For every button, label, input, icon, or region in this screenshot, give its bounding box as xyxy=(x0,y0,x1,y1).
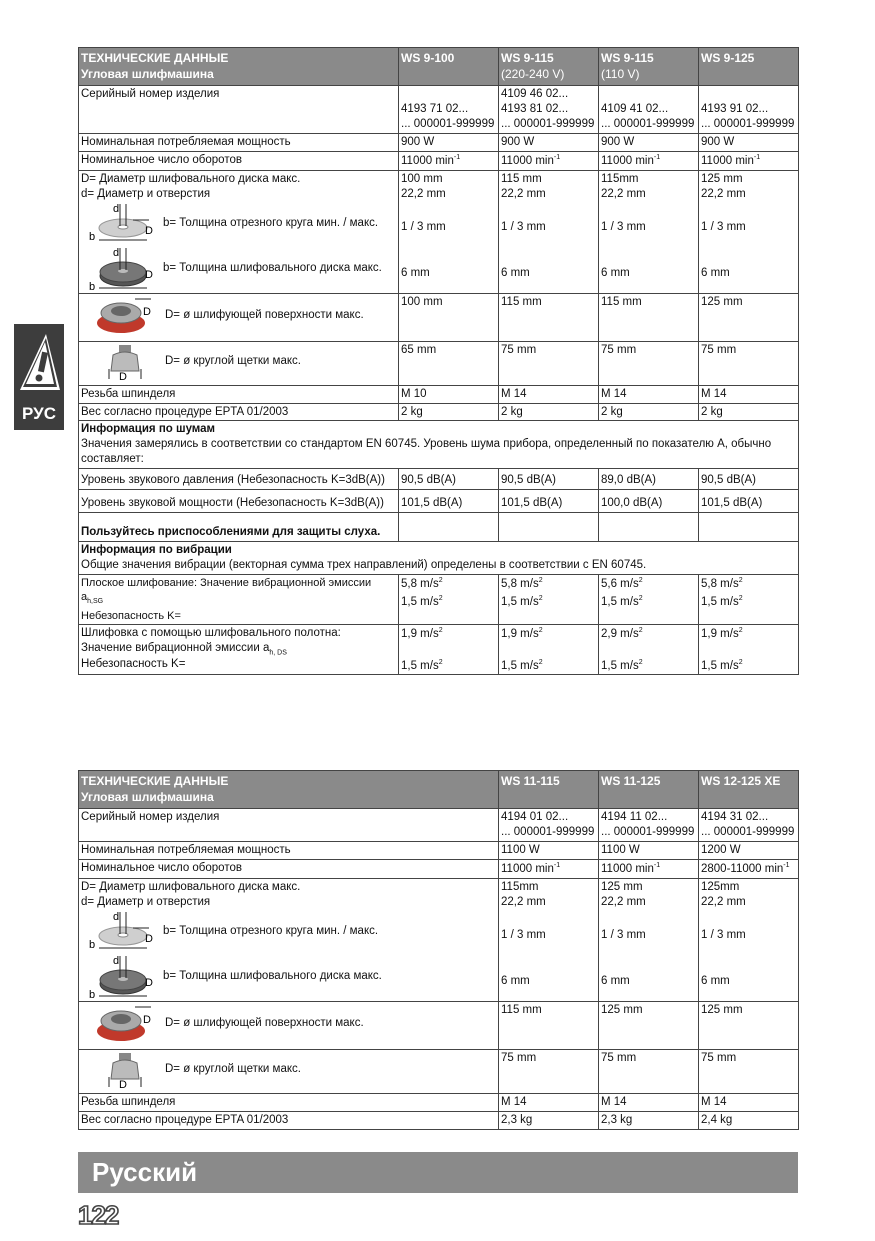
row-weight: Вес согласно процедуре EPTA 01/2003 2 kg 2 kg 2 kg 2 kg xyxy=(79,403,799,421)
row-noise-intro: Информация по шумам Значения замерялись в соответствии со стандартом EN 60745. Уровень шума прибора, определенный по показателю А, обычно составляет: xyxy=(79,421,799,469)
row-diameter: D= Диаметр шлифовального диска макс. d= Диаметр и отверстия d b D b= Толщина отрезного круга мин. / макс. d b D b= Толщина шлифовального диска макс. 115mm 22,2 mm 1 / 3 mm 6 mm 125 mm 22,2 mm 1 / 3 mm 6 mm 125mm 22,2 mm 1 / 3 mm 6 mm xyxy=(79,878,799,1001)
header-title: ТЕХНИЧЕСКИЕ ДАННЫЕ Угловая шлифмашина xyxy=(79,48,399,86)
spec-table-1 xyxy=(78,47,799,675)
language-tab xyxy=(14,324,64,430)
svg-text:d: d xyxy=(113,954,120,967)
row-thread: Резьба шпинделя M 14 M 14 M 14 xyxy=(79,1093,799,1111)
row-speed: Номинальное число оборотов 11000 $\min^{-1}$ 11000 $\min^{-1}$ 11000 $\min^{-1}$ 11000 $\min^{-1}$ xyxy=(79,151,799,170)
row-serial: Серийный номер изделия 4193 71 02... ... 000001-999999 4109 46 02... 4193 81 02... ... 000001-999999 4109 41 02... ... 000001-999999 4193 91 02... ... 000001-999999 xyxy=(79,86,799,134)
row-brush: D D= ø круглой щетки макс. 65 mm 75 mm 75 mm 75 mm xyxy=(79,341,799,385)
row-power: Номинальная потребляемая мощность 1100 W 1100 W 1200 W xyxy=(79,842,799,860)
row-protection: Пользуйтесь приспособлениями для защиты слуха. xyxy=(79,513,799,542)
svg-text:D: D xyxy=(145,976,153,989)
svg-text:b: b xyxy=(89,230,96,243)
language-footer xyxy=(78,1152,798,1193)
page-number: 122 xyxy=(78,1200,119,1230)
header-model: WS 9-115 (110 V) xyxy=(599,48,699,86)
svg-text:D: D xyxy=(145,932,153,945)
row-serial: Серийный номер изделия 4194 01 02... ... 000001-999999 4194 11 02... ... 000001-999999 4194 31 02... ... 000001-999999 xyxy=(79,809,799,842)
svg-text:d: d xyxy=(113,246,120,259)
row-brush: D D= ø круглой щетки макс. 75 mm 75 mm 75 mm xyxy=(79,1049,799,1093)
svg-text:b: b xyxy=(89,988,96,1000)
grinding-disc-icon xyxy=(87,246,153,292)
warning-icon xyxy=(16,332,62,394)
row-surface: D D= ø шлифующей поверхности макс. 100 mm 115 mm 115 mm 125 mm xyxy=(79,293,799,341)
row-sound-power: Уровень звуковой мощности (Небезопасность K=3dB(A)) 101,5 dB(A) 101,5 dB(A) 100,0 dB(A) 101,5 dB(A) xyxy=(79,490,799,513)
row-vibration-sanding: Шлифовка с помощью шлифовального полотна: Значение вибрационной эмиссии $a_{h, DS}$ Небезопасность K= 1,9 $m/s^2$ 1,5 $m/s^2$ 1,9 $m/s^2$ 1,5 $m/s^2$ 2,9 $m/s^2$ 1,5 $m/s^2$ 1,9 $m/s^2$ 1,5 $m/s^2$ xyxy=(79,624,799,675)
svg-text:D: D xyxy=(143,1013,151,1026)
svg-text:d: d xyxy=(113,910,120,923)
svg-text:D: D xyxy=(119,1078,127,1089)
header-model: WS 11-125 xyxy=(599,771,699,809)
svg-text:D: D xyxy=(143,305,151,318)
flap-disc-icon xyxy=(95,1003,155,1045)
wire-brush-icon xyxy=(105,343,155,381)
row-power: Номинальная потребляемая мощность 900 W 900 W 900 W 900 W xyxy=(79,134,799,152)
language-label: РУС xyxy=(22,404,56,423)
header-title: ТЕХНИЧЕСКИЕ ДАННЫЕ Угловая шлифмашина xyxy=(79,771,499,809)
header-model: WS 11-115 xyxy=(499,771,599,809)
svg-text:D: D xyxy=(119,370,127,381)
row-speed: Номинальное число оборотов 11000 $\min^{-1}$ 11000 $\min^{-1}$ 2800-11000 $\min^{-1}$ xyxy=(79,860,799,879)
flap-disc-icon xyxy=(95,295,155,337)
svg-text:D: D xyxy=(145,268,153,281)
row-vibration-flat: Плоское шлифование: Значение вибрационной эмиссии $a_{h,SG}$ Небезопасность K= 5,8 $m/s^2$ 1,5 $m/s^2$ 5,8 $m/s^2$ 1,5 $m/s^2$ 5,6 $m/s^2$ 1,5 $m/s^2$ 5,8 $m/s^2$ 1,5 $m/s^2$ xyxy=(79,574,799,624)
footer-title: Русский xyxy=(92,1157,198,1187)
svg-text:D: D xyxy=(145,224,153,237)
row-diameter: D= Диаметр шлифовального диска макс. d= Диаметр и отверстия d b D b= Толщина отрезного круга мин. / макс. d b D b= Толщина шлифовального диска макс. 100 mm 22,2 mm 1 / 3 mm 6 mm 115 mm 22,2 mm 1 / 3 mm 6 mm 115mm 22,2 mm 1 / 3 mm 6 mm 125 mm 22,2 mm 1 / 3 mm 6 mm xyxy=(79,170,799,293)
wire-brush-icon xyxy=(105,1051,155,1089)
cutting-disc-icon xyxy=(87,910,153,954)
row-surface: D D= ø шлифующей поверхности макс. 115 mm 125 mm 125 mm xyxy=(79,1001,799,1049)
svg-text:d: d xyxy=(113,202,120,215)
spec-table-2 xyxy=(78,770,799,1130)
header-model: WS 12-125 XE xyxy=(699,771,799,809)
row-weight: Вес согласно процедуре EPTA 01/2003 2,3 kg 2,3 kg 2,4 kg xyxy=(79,1111,799,1129)
svg-text:b: b xyxy=(89,938,96,951)
cutting-disc-icon xyxy=(87,202,153,246)
row-thread: Резьба шпинделя M 10 M 14 M 14 M 14 xyxy=(79,385,799,403)
header-model: WS 9-100 xyxy=(399,48,499,86)
header-model: WS 9-125 xyxy=(699,48,799,86)
row-vibration-intro: Информация по вибрации Общие значения вибрации (векторная сумма трех направлений) определены в соответствии с EN 60745. xyxy=(79,542,799,575)
header-model: WS 9-115 (220-240 V) xyxy=(499,48,599,86)
grinding-disc-icon xyxy=(87,954,153,1000)
svg-text:b: b xyxy=(89,280,96,292)
row-sound-pressure: Уровень звукового давления (Небезопасность K=3dB(A)) 90,5 dB(A) 90,5 dB(A) 89,0 dB(A) 90,5 dB(A) xyxy=(79,469,799,490)
